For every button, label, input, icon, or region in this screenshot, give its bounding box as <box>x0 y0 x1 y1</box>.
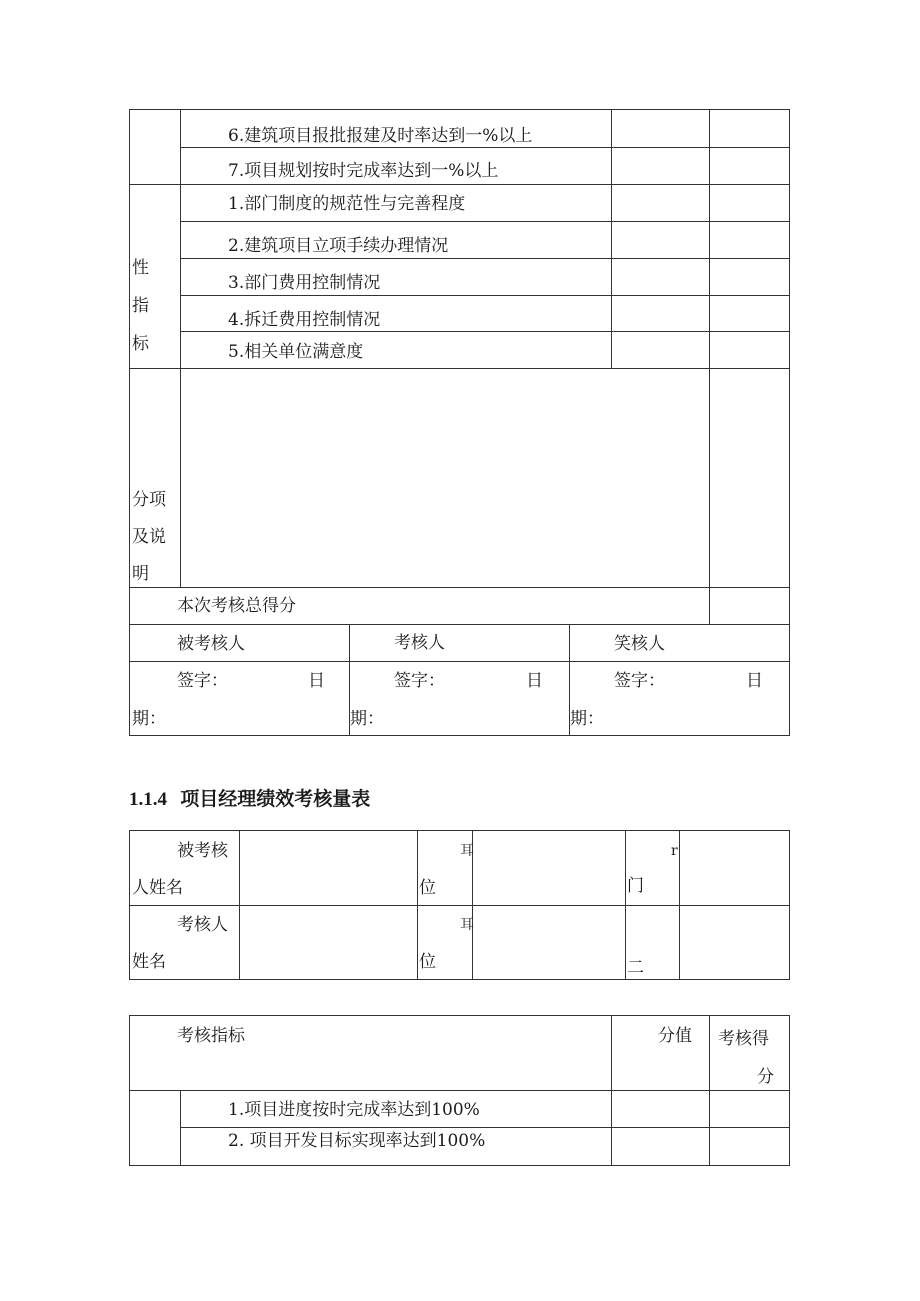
department-label-frag-2: 二 <box>627 958 644 978</box>
qual-row-1: 1.部门制度的规范性与完善程度 <box>228 194 466 214</box>
sign-label-3: 签字： <box>614 671 665 691</box>
section-title: 项目经理绩效考核量表 <box>180 788 371 810</box>
score-got-header-2: 分 <box>757 1067 774 1087</box>
date-char-2: 日 <box>526 671 543 691</box>
sign-label-2: 签字： <box>394 671 445 691</box>
indicator-row-1: 1.项目进度按时完成率达到100% <box>228 1100 480 1120</box>
indicator-row-2: 2. 项目开发目标实现率达到100% <box>228 1131 486 1151</box>
date-label-2: 期： <box>350 709 384 729</box>
sign-label-1: 签字： <box>177 671 228 691</box>
score-value-header: 分值 <box>658 1026 692 1046</box>
position-label-1: 位 <box>419 878 436 898</box>
date-label-3: 期： <box>570 709 604 729</box>
table-row-7: 7.项目规划按时完成率达到一%以上 <box>228 161 499 181</box>
date-label-1: 期： <box>132 709 166 729</box>
notes-label-line-2: 及说 <box>132 527 166 547</box>
total-score-label: 本次考核总得分 <box>177 596 296 616</box>
department-label: 门 <box>627 876 644 896</box>
department-label-frag: r <box>671 843 678 859</box>
table-row-6: 6.建筑项目报批报建及时率达到一%以上 <box>228 126 533 146</box>
qual-row-2: 2.建筑项目立项手续办理情况 <box>228 236 449 256</box>
signer-third: 笑核人 <box>614 634 665 654</box>
qual-row-5: 5.相关单位满意度 <box>228 342 364 362</box>
qual-row-4: 4.拆迁费用控制情况 <box>228 310 381 330</box>
group-label-char-3: 标 <box>132 334 149 354</box>
position-label-2: 位 <box>419 952 436 972</box>
assessor-name-label-2: 姓名 <box>132 952 166 972</box>
position-label-frag-1: 耳 <box>460 843 474 859</box>
date-char-1: 日 <box>308 671 325 691</box>
date-char-3: 日 <box>746 671 763 691</box>
group-label-char-1: 性 <box>132 258 149 278</box>
notes-label-line-1: 分项 <box>132 490 166 510</box>
score-got-header-1: 考核得 <box>718 1029 769 1049</box>
indicator-header: 考核指标 <box>177 1026 245 1046</box>
assessor-name-label-1: 考核人 <box>177 915 228 935</box>
assessee-name-label-2: 人姓名 <box>132 878 183 898</box>
position-label-frag-2: 耳 <box>460 917 474 933</box>
qual-row-3: 3.部门费用控制情况 <box>228 273 381 293</box>
notes-label-line-3: 明 <box>132 564 149 584</box>
assessee-name-label-1: 被考核 <box>177 841 228 861</box>
signer-assessor: 考核人 <box>394 633 445 653</box>
group-label-char-2: 指 <box>132 296 149 316</box>
signer-assessee: 被考核人 <box>177 634 245 654</box>
section-number: 1.1.4 <box>129 789 167 810</box>
